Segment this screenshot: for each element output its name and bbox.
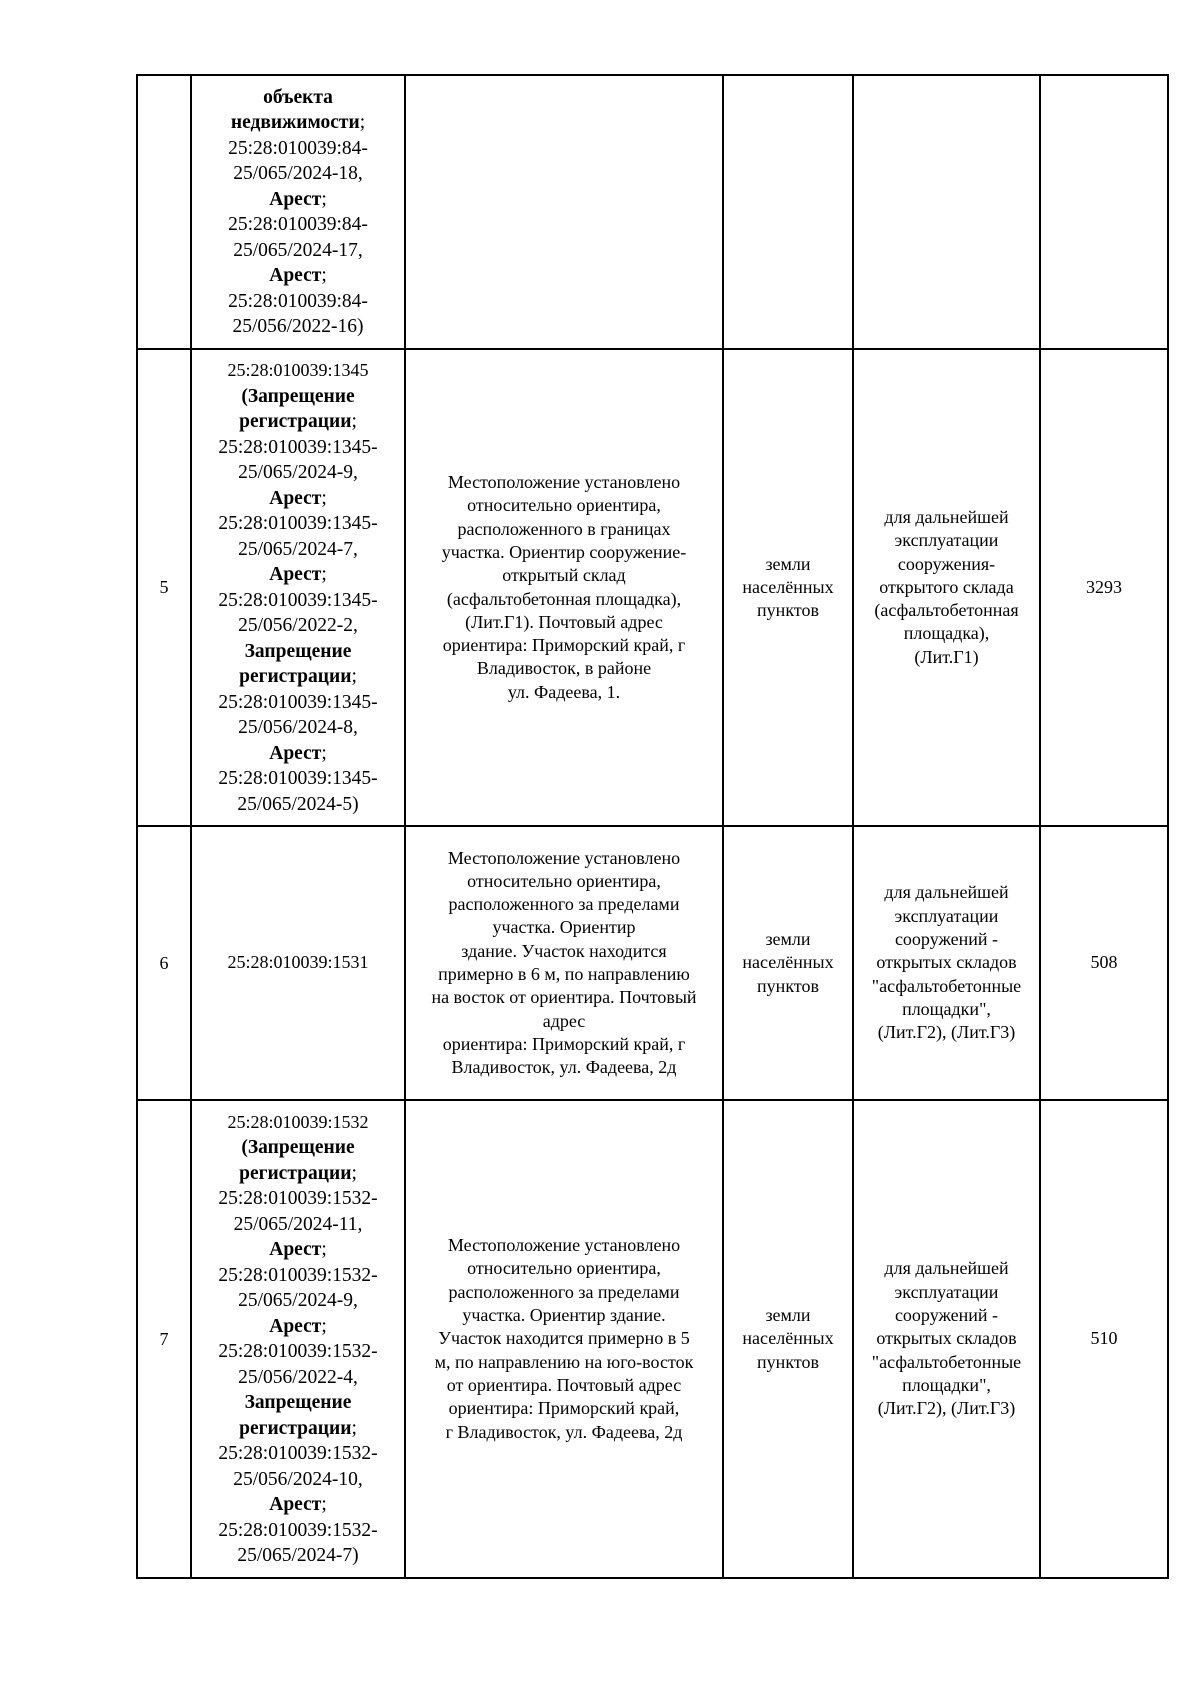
cadastral-line: регистрации; [239, 1417, 357, 1439]
land-plots-table [136, 74, 1169, 1579]
land-category-cell [723, 349, 853, 826]
table-row [137, 349, 1168, 826]
location-line: ориентира: Приморский край, г [442, 635, 686, 656]
cadastral-line: регистрации; [239, 411, 357, 432]
land-category-cell [723, 1100, 853, 1578]
use-line: (асфальтобетонная [874, 600, 1019, 621]
cadastral-lines [198, 1110, 398, 1569]
use-line: "асфальтобетонные [871, 975, 1022, 996]
cadastral-line: 25:28:010039:84- [228, 290, 368, 312]
category-line: населённых [742, 952, 834, 973]
cadastral-line: 25/065/2024-7, [238, 538, 358, 560]
table-row [137, 75, 1168, 349]
cadastral-line: 25/056/2024-10, [233, 1468, 363, 1490]
location-line: относительно ориентира, [467, 870, 661, 891]
cadastral-line: (Запрещение [241, 385, 355, 407]
use-lines [860, 1257, 1033, 1420]
cadastral-line: 25:28:010039:84- [228, 137, 368, 159]
location-line: Местоположение установлено [447, 847, 681, 868]
cadastral-line: 25/065/2024-11, [233, 1213, 363, 1235]
use-line: сооружений - [894, 1305, 999, 1326]
location-line: Владивосток, ул. Фадеева, 2д [451, 1057, 677, 1078]
use-line: для дальнейшей [884, 1258, 1009, 1279]
category-line: населённых [742, 576, 834, 597]
location-line: ориентира: Приморский край, [448, 1398, 680, 1419]
category-line: земли [765, 553, 811, 574]
location-line: Местоположение установлено [447, 472, 681, 493]
cadastral-line: объекта [263, 86, 333, 108]
category-lines [730, 1304, 846, 1374]
cadastral-line: 25/056/2022-16) [232, 316, 364, 337]
table-row [137, 826, 1168, 1100]
cadastral-line: 25/065/2024-9, [238, 1290, 358, 1311]
cadastral-line: 25/056/2024-8, [238, 717, 358, 738]
use-line: площадки", [902, 1374, 991, 1395]
location-line: расположенного за пределами [448, 894, 680, 915]
cadastral-line: 25:28:010039:1345- [218, 691, 378, 713]
location-line: расположенного за пределами [448, 1281, 680, 1302]
category-line: пунктов [757, 975, 819, 996]
location-line: относительно ориентира, [467, 495, 661, 516]
cadastral-lines [198, 85, 398, 340]
use-line: (Лит.Г2), (Лит.Г3) [877, 1398, 1016, 1419]
use-line: (Лит.Г1) [914, 646, 979, 667]
cadastral-number-cell [191, 826, 405, 1100]
cadastral-line: Арест; [269, 487, 327, 509]
location-line: Владивосток, в районе [476, 658, 652, 679]
cadastral-line: Запрещение [244, 1392, 352, 1413]
cadastral-number-cell [191, 1100, 405, 1578]
category-lines [730, 928, 846, 998]
cadastral-line: Арест; [269, 564, 327, 585]
row-number: 6 [137, 826, 191, 1100]
cadastral-line: 25:28:010039:1345- [218, 436, 378, 458]
use-line: (Лит.Г2), (Лит.Г3) [877, 1022, 1016, 1043]
location-line: г Владивосток, ул. Фадеева, 2д [445, 1421, 683, 1442]
cadastral-line: регистрации; [239, 666, 357, 687]
cadastral-lines [198, 358, 398, 817]
category-line: населённых [742, 1328, 834, 1349]
row-number: 5 [137, 349, 191, 826]
cadastral-line: 25/056/2022-2, [238, 615, 358, 636]
cadastral-line: 25:28:010039:1532- [218, 1341, 378, 1362]
cadastral-line: 25/065/2024-17, [233, 239, 363, 261]
cadastral-line: Арест; [269, 265, 327, 286]
category-line: земли [765, 929, 811, 950]
use-lines [860, 881, 1033, 1044]
category-line: пунктов [757, 600, 819, 621]
cadastral-line: 25:28:010039:1532- [218, 1264, 378, 1286]
permitted-use-cell [853, 826, 1040, 1100]
category-lines [730, 553, 846, 623]
cadastral-line: 25/065/2024-9, [238, 462, 358, 483]
location-line: (Лит.Г1). Почтовый адрес [465, 611, 663, 632]
location-line: относительно ориентира, [467, 1258, 661, 1279]
cadastral-line: 25:28:010039:84- [228, 214, 368, 235]
use-line: для дальнейшей [884, 506, 1009, 527]
cadastral-line: 25:28:010039:1345- [218, 768, 378, 789]
location-line: участка. Ориентир [492, 917, 636, 938]
use-line: открытых складов [876, 1328, 1017, 1349]
area-cell [1040, 75, 1168, 349]
cadastral-line: 25/065/2024-5) [237, 793, 359, 815]
location-line: ул. Фадеева, 1. [507, 681, 621, 702]
table-row [137, 1100, 1168, 1578]
location-line: адрес [542, 1010, 586, 1031]
row-number [137, 75, 191, 349]
cadastral-number-cell [191, 75, 405, 349]
area-cell: 508 [1040, 826, 1168, 1100]
location-lines [412, 471, 716, 704]
use-line: площадка), [903, 623, 990, 644]
area-cell: 3293 [1040, 349, 1168, 826]
category-line: пунктов [757, 1351, 819, 1372]
cadastral-line: 25:28:010039:1345- [218, 513, 378, 534]
cadastral-line: 25:28:010039:1532- [218, 1519, 378, 1541]
permitted-use-cell [853, 75, 1040, 349]
use-line: эксплуатации [894, 530, 999, 551]
use-line: эксплуатации [894, 905, 999, 926]
cadastral-line: недвижимости; [230, 112, 366, 133]
use-line: для дальнейшей [884, 882, 1009, 903]
location-line: примерно в 6 м, по направлению [438, 964, 690, 984]
location-line: Участок находится примерно в 5 [438, 1328, 690, 1349]
cadastral-line: 25:28:010039:1532- [218, 1188, 378, 1209]
location-line: от ориентира. Почтовый адрес [446, 1374, 682, 1395]
location-cell [405, 349, 723, 826]
cadastral-line: Арест; [269, 1239, 327, 1260]
use-line: "асфальтобетонные [871, 1351, 1022, 1372]
use-line: открытых складов [876, 952, 1017, 973]
cadastral-line: Арест; [269, 1494, 327, 1515]
location-line: участка. Ориентир здание. [462, 1305, 666, 1326]
location-lines [412, 1234, 716, 1444]
location-line: (асфальтобетонная площадка), [446, 588, 682, 609]
cadastral-line: 25:28:010039:1345 [227, 360, 369, 380]
cadastral-line: 25:28:010039:1532 [227, 1111, 369, 1132]
use-line: эксплуатации [894, 1281, 999, 1302]
use-line: площадки", [902, 998, 991, 1019]
cadastral-line: 25/056/2022-4, [238, 1366, 358, 1388]
location-line: здание. Участок находится [461, 940, 667, 961]
cadastral-line: Запрещение [244, 640, 352, 662]
location-line: расположенного в границах [457, 518, 671, 539]
cadastral-line: 25:28:010039:1532- [218, 1443, 378, 1464]
location-cell [405, 1100, 723, 1578]
location-line: открытый склад [502, 565, 626, 586]
cadastral-line: регистрации; [239, 1162, 357, 1184]
cadastral-line: 25:28:010039:1345- [218, 589, 378, 611]
land-category-cell [723, 826, 853, 1100]
permitted-use-cell [853, 1100, 1040, 1578]
location-lines [412, 847, 716, 1080]
location-cell [405, 75, 723, 349]
location-cell [405, 826, 723, 1100]
location-line: Местоположение установлено [447, 1235, 681, 1256]
permitted-use-cell [853, 349, 1040, 826]
use-lines [860, 506, 1033, 669]
area-cell: 510 [1040, 1100, 1168, 1578]
land-category-cell [723, 75, 853, 349]
location-line: м, по направлению на юго-восток [434, 1351, 694, 1372]
use-line: сооружений - [894, 929, 999, 950]
cadastral-line: 25/065/2024-18, [233, 163, 363, 184]
cadastral-lines [198, 950, 398, 976]
category-line: земли [765, 1305, 811, 1326]
cadastral-line: Арест; [269, 1315, 327, 1337]
location-line: ориентира: Приморский край, г [442, 1033, 686, 1054]
location-line: участка. Ориентир сооружение- [441, 541, 687, 562]
row-number: 7 [137, 1100, 191, 1578]
cadastral-line: Арест; [269, 188, 327, 210]
cadastral-line: (Запрещение [241, 1137, 355, 1158]
cadastral-line: Арест; [269, 742, 327, 764]
location-line: на восток от ориентира. Почтовый [431, 987, 697, 1008]
cadastral-line: 25:28:010039:1531 [227, 952, 369, 973]
use-line: открытого склада [879, 576, 1014, 597]
cadastral-number-cell [191, 349, 405, 826]
cadastral-line: 25/065/2024-7) [237, 1545, 359, 1566]
use-line: сооружения- [897, 553, 996, 574]
